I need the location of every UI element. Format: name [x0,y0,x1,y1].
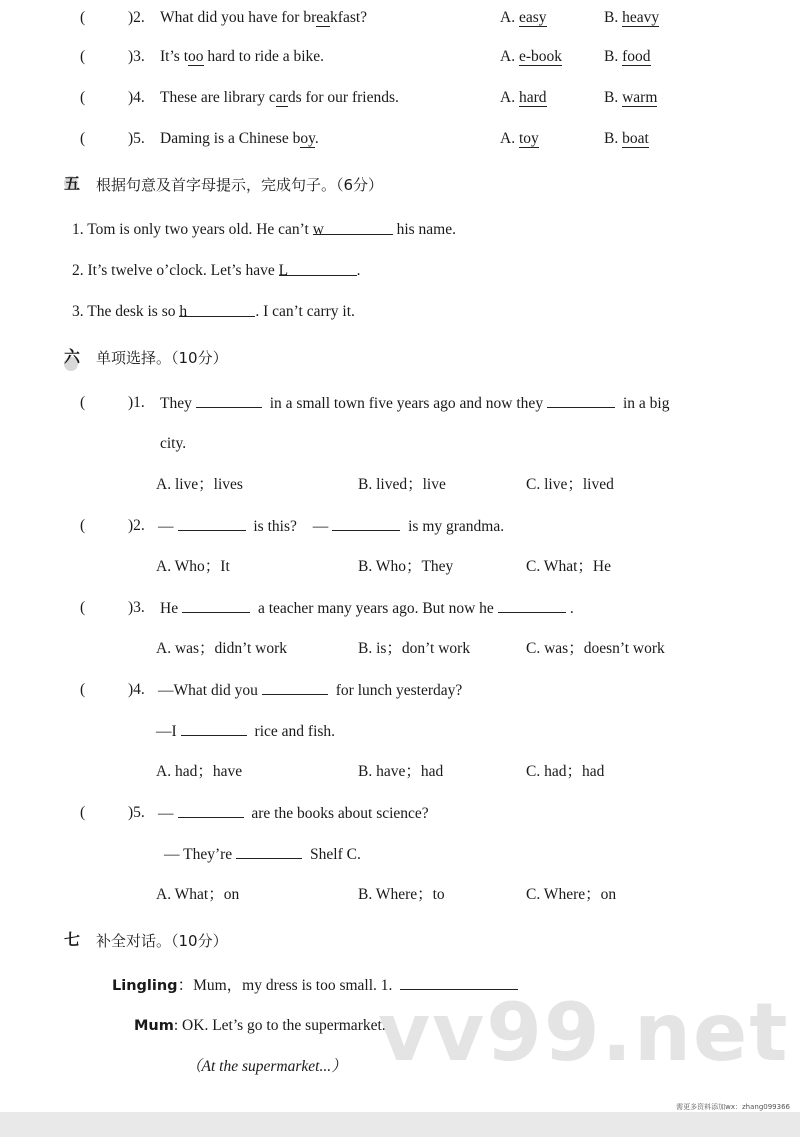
s6-q4-number: )4. [128,681,145,698]
s6-q2-option-c[interactable]: C. What；He [526,558,611,575]
dialog-stage-direction: （At the supermarket...） [186,1058,347,1075]
dialog-line-1: Lingling：Mum，my dress is too small. 1. [112,975,522,996]
s6-q4-stem: —What did you for lunch yesterday? [158,682,463,699]
s6-q4-paren[interactable]: ( [80,681,86,698]
underline-mark: oo [188,48,204,65]
s6-q2-stem: — is this? — is my grandma. [158,518,505,535]
s6-q3-paren[interactable]: ( [80,599,86,616]
s6-q3-option-c[interactable]: C. was；doesn’t work [526,640,665,657]
p4-row4-sentence: These are library cards for our friends. [160,89,399,106]
s6-q5-option-a[interactable]: A. What；on [156,886,240,903]
dialog-line-2: Mum: OK. Let’s go to the supermarket. [134,1017,386,1034]
p4-row5-option-b[interactable]: B. boat [604,130,649,147]
s6-q1-stem-cont: city. [160,435,187,452]
footer-bar [0,1112,800,1137]
p4-row2-option-b[interactable]: B. heavy [604,9,660,26]
s6-q2-option-a[interactable]: A. Who；It [156,558,230,575]
s6-q4-blank-2[interactable] [181,721,247,736]
s6-q5-stem-cont: — They’re Shelf C. [164,846,361,863]
s5-item-1: 1. Tom is only two years old. He can’t w his name. [72,221,456,238]
p4-row5-option-a[interactable]: A. toy [500,130,539,147]
s6-q2-blank-2[interactable] [332,516,400,531]
s6-q1-paren[interactable]: ( [80,394,86,411]
s6-q1-blank-2[interactable] [547,393,615,408]
s6-q5-blank-2[interactable] [236,844,302,859]
p4-row4-underlined-word: cards [268,89,302,106]
s6-q5-number: )5. [128,804,145,821]
s6-q3-option-a[interactable]: A. was；didn’t work [156,640,288,657]
s6-q5-stem: — are the books about science? [158,805,429,822]
speaker-lingling: Lingling [112,978,178,994]
p4-row5-number: )5. [128,130,145,147]
p4-row5-paren[interactable]: ( [80,130,86,147]
p4-row3-underlined-word: too [183,48,204,65]
s5-blank-3[interactable]: h [179,302,255,317]
section7-number: 七 [64,930,81,949]
p4-row4-paren[interactable]: ( [80,89,86,106]
s6-q3-option-b[interactable]: B. is；don’t work [358,640,471,657]
s6-q4-blank-1[interactable] [262,680,328,695]
p4-row2-number: )2. [128,9,145,26]
s6-q2-paren[interactable]: ( [80,517,86,534]
underline-mark: oy [300,130,315,147]
p4-row4-option-b[interactable]: B. warm [604,89,658,106]
section6-number: 六 [64,347,81,366]
p4-row5-underlined-word: boy [292,130,315,147]
s5-blank-2[interactable]: L [279,261,357,276]
p4-row5-sentence: Daming is a Chinese boy. [160,130,319,147]
p4-row2-sentence: What did you have for breakfast? [160,9,368,26]
s6-q1-option-c[interactable]: C. live；lived [526,476,614,493]
p4-row2-paren[interactable]: ( [80,9,86,26]
p4-row3-paren[interactable]: ( [80,48,86,65]
watermark: vv99.net [378,986,790,1079]
s6-q4-option-c[interactable]: C. had；had [526,763,605,780]
s6-q2-blank-1[interactable] [178,516,246,531]
s6-q5-paren[interactable]: ( [80,804,86,821]
section5-title: 根据句意及首字母提示，完成句子。（6分） [96,176,384,194]
s6-q1-blank-1[interactable] [196,393,262,408]
s6-q3-stem: He a teacher many years ago. But now he . [160,600,574,617]
footer-text: 需更多资料添加wx：zhang099366 [676,1103,790,1111]
s6-q4-option-b[interactable]: B. have；had [358,763,444,780]
s6-q4-stem-cont: —I rice and fish. [156,723,336,740]
s5-item-3: 3. The desk is so h . I can’t carry it. [72,303,355,320]
p4-row3-sentence: It’s too hard to ride a bike. [160,48,325,65]
p4-row3-option-b[interactable]: B. food [604,48,651,65]
p4-row2-underlined-word: breakfast [303,9,361,26]
s6-q1-number: )1. [128,394,145,411]
p4-row4-number: )4. [128,89,145,106]
p4-row2-option-a[interactable]: A. easy [500,9,547,26]
underline-mark: ar [275,89,288,106]
s6-q5-option-c[interactable]: C. Where；on [526,886,617,903]
s6-q1-option-b[interactable]: B. lived；live [358,476,446,493]
s5-item-2: 2. It’s twelve o’clock. Let’s have L . [72,262,361,279]
s6-q5-blank-1[interactable] [178,803,244,818]
p4-row4-option-a[interactable]: A. hard [500,89,547,106]
s6-q3-blank-1[interactable] [182,598,250,613]
s6-q2-number: )2. [128,517,145,534]
s5-blank-1[interactable]: w [313,220,393,235]
s6-q1-option-a[interactable]: A. live；lives [156,476,243,493]
s6-q1-stem: They in a small town five years ago and now they in a big [160,395,670,412]
s6-q2-option-b[interactable]: B. Who；They [358,558,454,575]
s6-q5-option-b[interactable]: B. Where；to [358,886,445,903]
p4-row3-number: )3. [128,48,145,65]
s6-q4-option-a[interactable]: A. had；have [156,763,243,780]
section5-number: 五 [64,174,81,193]
s6-q3-blank-2[interactable] [498,598,566,613]
speaker-mum: Mum [134,1018,174,1034]
p4-row3-option-a[interactable]: A. e-book [500,48,562,65]
underline-mark: ea [316,9,331,26]
section7-title: 补全对话。（10分） [96,932,228,950]
s6-q3-number: )3. [128,599,145,616]
section6-title: 单项选择。（10分） [96,349,228,367]
